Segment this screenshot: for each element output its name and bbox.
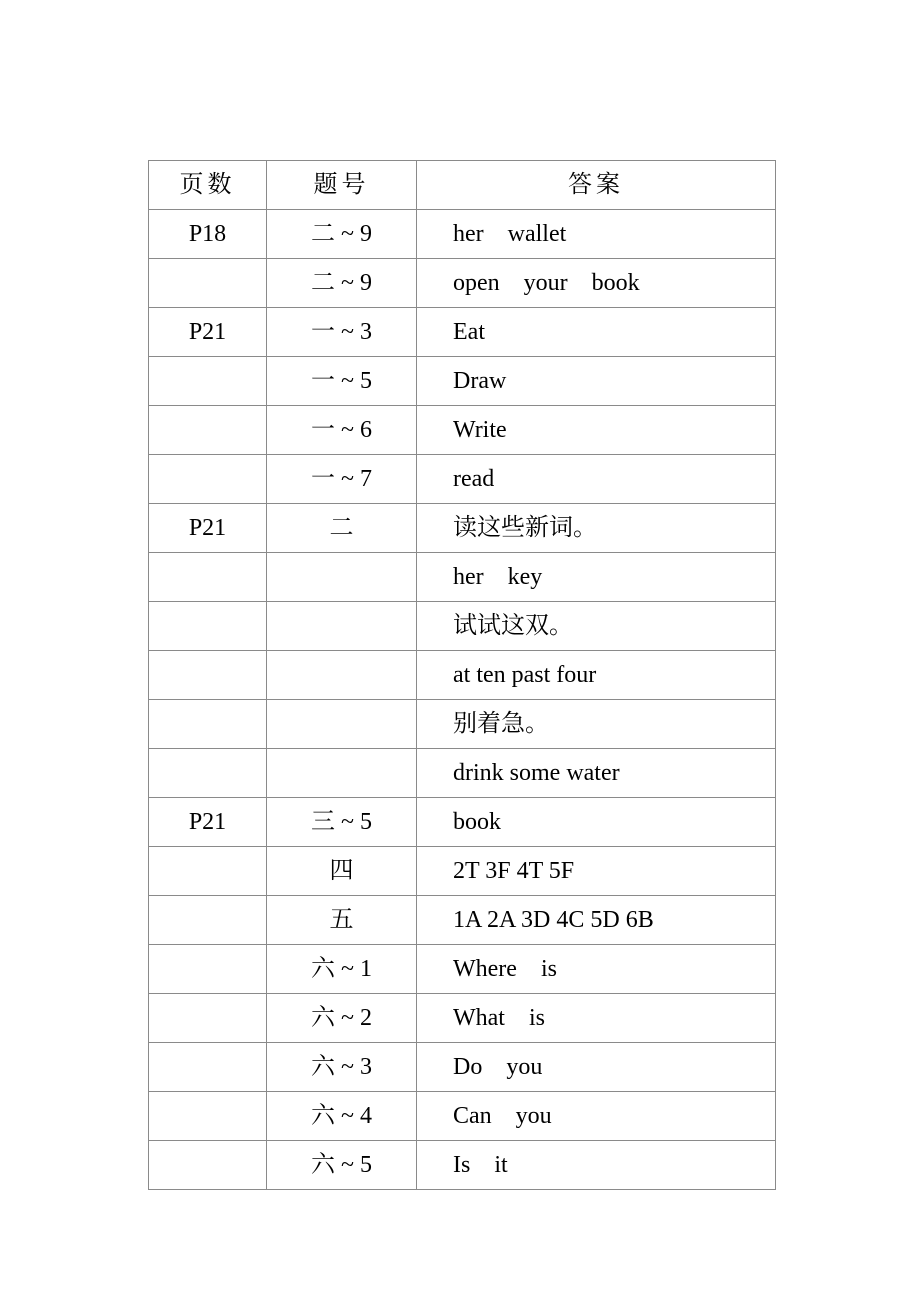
cell-answer: 1A 2A 3D 4C 5D 6B <box>417 896 776 945</box>
cell-page <box>149 847 267 896</box>
cell-number <box>267 700 417 749</box>
cell-page <box>149 749 267 798</box>
table-body <box>149 210 776 1190</box>
cell-answer: open your book <box>417 259 776 308</box>
cell-number: 五 <box>267 896 417 945</box>
cell-answer: 别着急。 <box>417 700 776 749</box>
cell-number: 六 ~ 4 <box>267 1092 417 1141</box>
cell-answer: her key <box>417 553 776 602</box>
table-row <box>149 455 776 504</box>
cell-page <box>149 455 267 504</box>
cell-answer: read <box>417 455 776 504</box>
cell-number: 一 ~ 5 <box>267 357 417 406</box>
cell-answer: book <box>417 798 776 847</box>
cell-page <box>149 406 267 455</box>
header-answer: 答案 <box>417 161 776 210</box>
table-row <box>149 308 776 357</box>
cell-answer: at ten past four <box>417 651 776 700</box>
cell-number: 二 <box>267 504 417 553</box>
cell-answer: 2T 3F 4T 5F <box>417 847 776 896</box>
cell-number: 六 ~ 5 <box>267 1141 417 1190</box>
cell-answer: Do you <box>417 1043 776 1092</box>
cell-page: P21 <box>149 308 267 357</box>
cell-page <box>149 1141 267 1190</box>
cell-page <box>149 994 267 1043</box>
cell-answer: Where is <box>417 945 776 994</box>
table-row <box>149 700 776 749</box>
cell-number: 三 ~ 5 <box>267 798 417 847</box>
cell-answer: her wallet <box>417 210 776 259</box>
cell-number <box>267 602 417 651</box>
cell-page <box>149 602 267 651</box>
cell-page <box>149 259 267 308</box>
cell-answer: 试试这双。 <box>417 602 776 651</box>
cell-number <box>267 553 417 602</box>
cell-number: 一 ~ 3 <box>267 308 417 357</box>
table-row <box>149 504 776 553</box>
table-row <box>149 1092 776 1141</box>
cell-answer: Draw <box>417 357 776 406</box>
cell-number: 二 ~ 9 <box>267 259 417 308</box>
cell-number <box>267 749 417 798</box>
table-header-row <box>149 161 776 210</box>
table-row <box>149 1043 776 1092</box>
cell-answer: Can you <box>417 1092 776 1141</box>
cell-page <box>149 700 267 749</box>
table-row <box>149 994 776 1043</box>
table-row <box>149 847 776 896</box>
cell-number: 六 ~ 1 <box>267 945 417 994</box>
table-row <box>149 553 776 602</box>
cell-page: P21 <box>149 504 267 553</box>
table-row <box>149 1141 776 1190</box>
cell-answer: drink some water <box>417 749 776 798</box>
cell-page <box>149 1043 267 1092</box>
table-row <box>149 357 776 406</box>
cell-number: 一 ~ 7 <box>267 455 417 504</box>
cell-answer: Write <box>417 406 776 455</box>
cell-page <box>149 1092 267 1141</box>
table-row <box>149 210 776 259</box>
cell-answer: Is it <box>417 1141 776 1190</box>
cell-page <box>149 357 267 406</box>
table-row <box>149 259 776 308</box>
table-row <box>149 651 776 700</box>
table-row <box>149 749 776 798</box>
table-row <box>149 798 776 847</box>
cell-number: 二 ~ 9 <box>267 210 417 259</box>
cell-page <box>149 553 267 602</box>
cell-page: P21 <box>149 798 267 847</box>
cell-page <box>149 896 267 945</box>
answer-table <box>148 160 776 1190</box>
cell-answer: 读这些新词。 <box>417 504 776 553</box>
cell-number <box>267 651 417 700</box>
table-row <box>149 406 776 455</box>
cell-number: 一 ~ 6 <box>267 406 417 455</box>
cell-page <box>149 945 267 994</box>
cell-number: 六 ~ 3 <box>267 1043 417 1092</box>
table-row <box>149 945 776 994</box>
cell-number: 六 ~ 2 <box>267 994 417 1043</box>
cell-page: P18 <box>149 210 267 259</box>
cell-answer: What is <box>417 994 776 1043</box>
header-page: 页数 <box>149 161 267 210</box>
table-row <box>149 602 776 651</box>
table-row <box>149 896 776 945</box>
cell-number: 四 <box>267 847 417 896</box>
header-number: 题号 <box>267 161 417 210</box>
cell-page <box>149 651 267 700</box>
cell-answer: Eat <box>417 308 776 357</box>
